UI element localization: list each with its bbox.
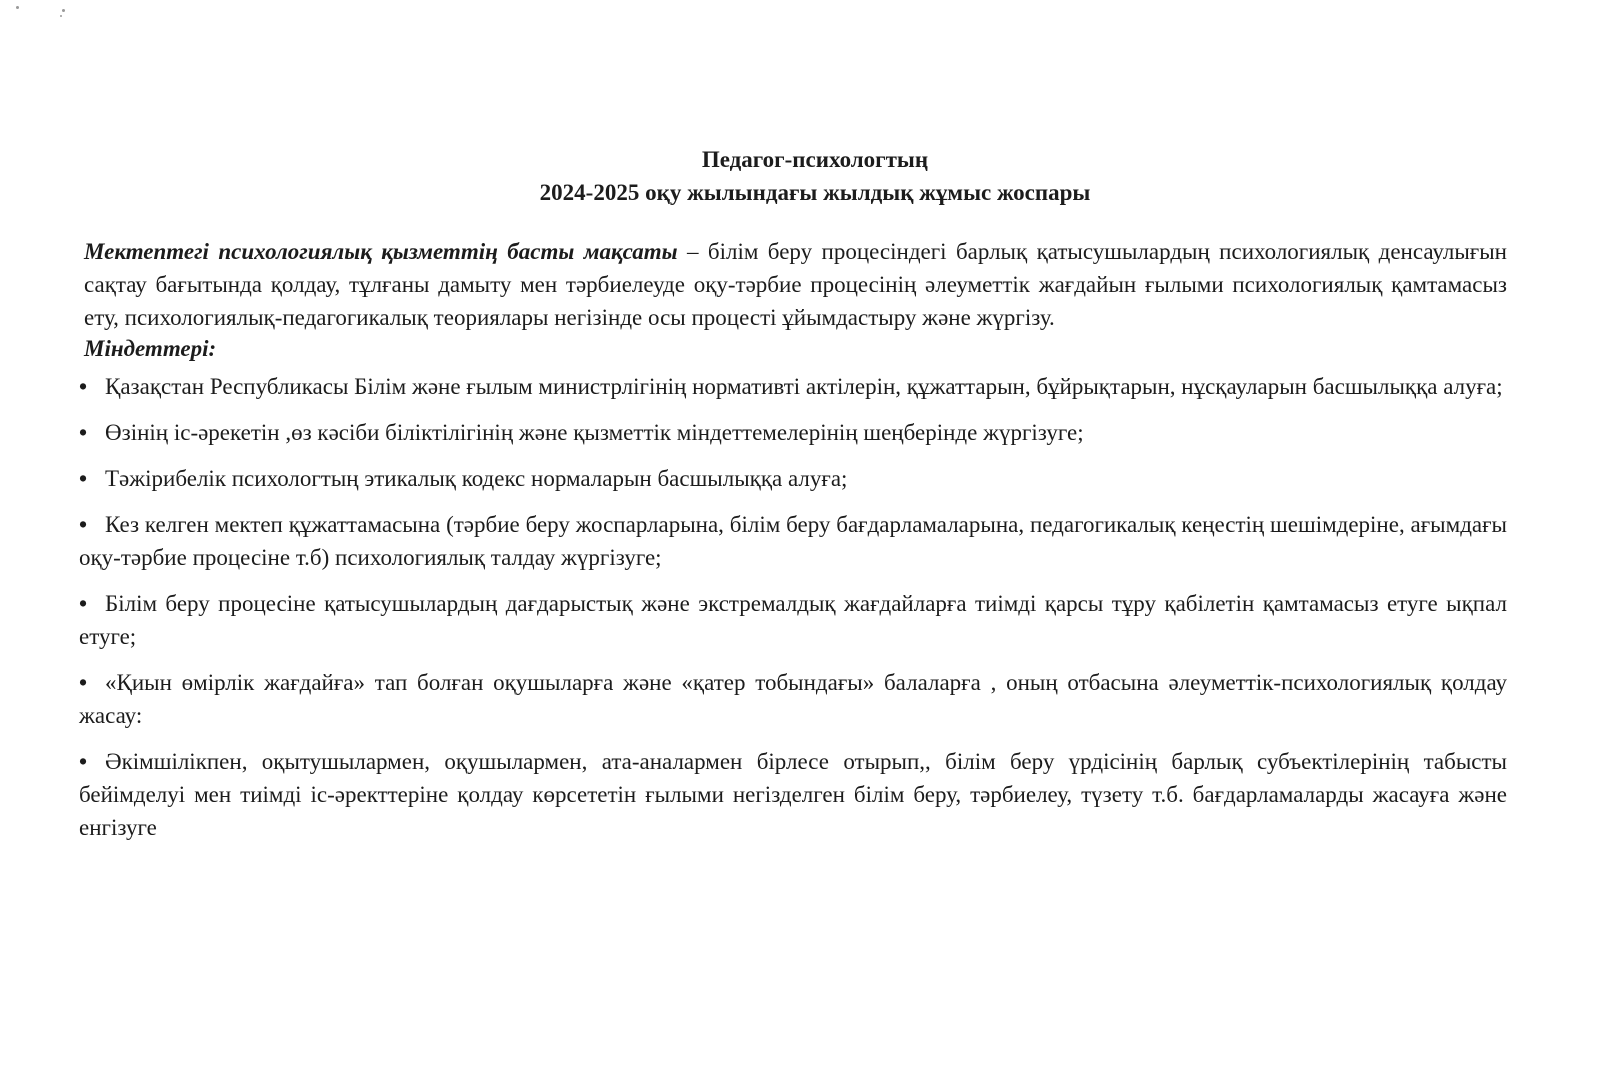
list-item [79,745,1507,844]
scan-speck [60,15,62,17]
bullet-icon: • [79,466,88,491]
task-text: Кез келген мектеп құжаттамасына (тәрбие беру жоспарларына, білім беру бағдарламаларына, педагогикалық кеңестің шешімдеріне, ағымдағы оқу-тәрбие процесіне т.б) психологиялық талдау жүргізуге; [79,512,1507,570]
task-text: Қазақстан Республикасы Білім және ғылым министрлігінің нормативті актілерін, құжаттарын, бұйрықтарын, нұсқауларын басшылыққа алуға; [105,374,1503,399]
document-body [79,235,1507,857]
scan-speck [16,6,19,9]
task-text: Тәжірибелік психологтың этикалық кодекс нормаларын басшылыққа алуға; [105,466,848,491]
bullet-icon: • [79,420,88,445]
bullet-icon: • [79,374,88,399]
list-item [79,416,1507,449]
list-item [79,587,1507,653]
document-title-line-2: 2024-2025 оқу жылындағы жылдық жұмыс жоспары [539,180,1091,205]
scan-speck [62,9,65,12]
task-text: Білім беру процесіне қатысушылардың дағдарыстық және экстремалдық жағдайларға тиімді қарсы тұру қабілетін қамтамасыз етуге ықпал етуге; [79,591,1507,649]
goal-text: – білім беру процесіндегі барлық қатысушылардың психологиялық денсаулығын сақтау бағытында қолдау, тұлғаны дамыту мен тәрбиелеуде оқу-тәрбие процесінің әлеуметтік жағдайын ғылыми психологиялық қамтамасыз ету, психологиялық-педагогикалық теориялары негізінде осы процесті ұйымдастыру және жүргізу. [84,239,1507,330]
list-item [79,666,1507,732]
tasks-heading: Міндеттері: [84,336,217,361]
document-title-line-1: Педагог-психологтың [701,147,929,172]
document-title-block [0,143,1600,209]
task-text: Өзінің іс-әрекетін ,өз кәсіби біліктілігінің және қызметтік міндеттемелерінің шеңберінде жүргізуге; [105,420,1084,445]
task-list [79,370,1507,844]
bullet-icon: • [79,749,88,774]
bullet-icon: • [79,670,88,695]
list-item [79,462,1507,495]
bullet-icon: • [79,591,88,616]
list-item [79,370,1507,403]
task-text: «Қиын өмірлік жағдайға» тап болған оқушыларға және «қатер тобындағы» балаларға , оның отбасына әлеуметтік-психологиялық қолдау жасау: [79,670,1507,728]
goal-paragraph [84,235,1507,334]
goal-lead: Мектептегі психологиялық қызметтің басты мақсаты [84,239,678,264]
task-text: Әкімшілікпен, оқытушылармен, оқушылармен, ата-аналармен бірлесе отырып,, білім беру үрдісінің барлық субъектілерінің табысты бейімделуі мен тиімді іс-әректтеріне қолдау көрсететін ғылыми негізделген білім беру, тәрбиелеу, түзету т.б. бағдарламаларды жасауға және енгізуге [79,749,1507,840]
bullet-icon: • [79,512,88,537]
list-item [79,508,1507,574]
